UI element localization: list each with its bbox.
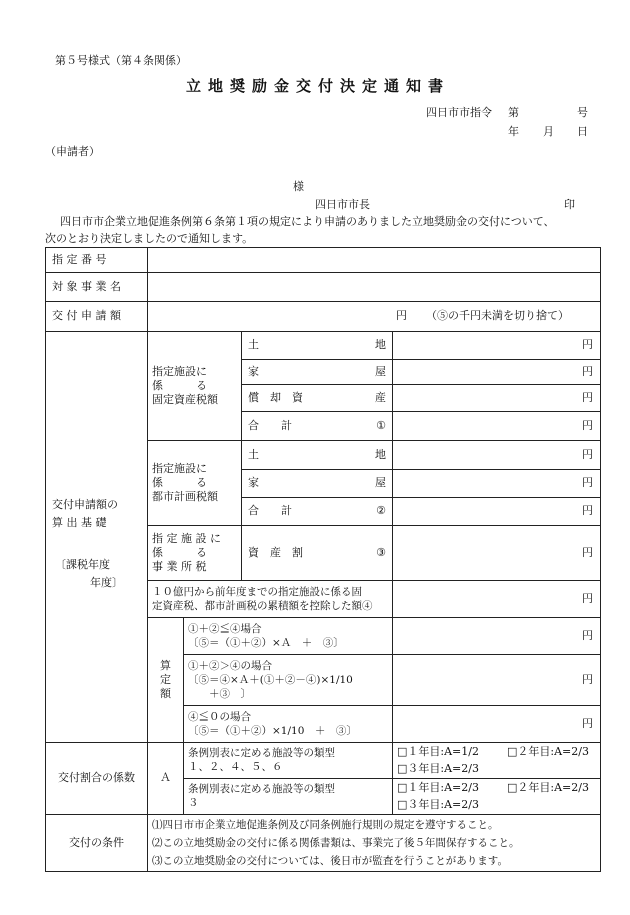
date-year: 年 <box>508 125 519 138</box>
fixed-row-depreciable: 償 却 資 産 <box>248 390 386 404</box>
ratio-type-2: 条例別表に定める施設等の類型 ３ <box>188 783 335 809</box>
calc-row-3-amount[interactable]: 円 <box>582 716 593 730</box>
business-tax-group-label: 指 定 施 設 に 係 る 事 業 所 税 <box>152 531 221 573</box>
ratio-2-year3-checkbox[interactable]: □３年目:A=2/3 <box>397 798 479 811</box>
business-name-field[interactable] <box>148 273 600 301</box>
body-text-line1: 四日市市企業立地促進条例第６条第１項の規定により申請のありました立地奨励金の交付について、 <box>60 215 555 228</box>
apply-amount-unit: 円 <box>396 309 407 322</box>
calc-label: 算 定 額 <box>160 658 171 700</box>
conditions-label: 交付の条件 <box>69 836 124 849</box>
basis-label-1: 交付申請額の <box>52 498 118 511</box>
apply-amount-note: （⑤の千円未満を切り捨て） <box>426 309 569 322</box>
fixed-depreciable-amount[interactable]: 円 <box>582 390 593 404</box>
business-name-label: 対 象 事 業 名 <box>52 279 121 293</box>
seal-label: 印 <box>564 198 575 211</box>
mayor-label: 四日市市長 <box>315 198 370 211</box>
ratio-label: 交付割合の係数 <box>58 771 135 784</box>
issuer-go: 号 <box>577 106 588 119</box>
city-row-house: 家 屋 <box>248 476 386 489</box>
fixed-row-total: 合 計 ① <box>248 418 386 432</box>
city-total-amount[interactable]: 円 <box>582 504 593 517</box>
issuer-dai: 第 <box>508 106 519 119</box>
city-row-land: 土 地 <box>248 447 386 461</box>
condition-3: ⑶この立地奨励金の交付については、後日市が監査を行うことがあります。 <box>152 855 508 867</box>
ratio-2-year1-checkbox[interactable]: □１年目:A=2/3 <box>397 781 479 794</box>
tax-year-label-2: 年度〕 <box>90 576 123 589</box>
city-row-total: 合 計 ② <box>248 504 386 517</box>
ratio-1-year3-checkbox[interactable]: □３年目:A=2/3 <box>397 762 479 775</box>
calc-row-1: ①＋②≦④場合 〔⑤＝（①＋②）×Ａ ＋ ③〕 <box>188 622 344 649</box>
date-month: 月 <box>543 125 554 138</box>
fixed-land-amount[interactable]: 円 <box>582 338 593 351</box>
calc-row-2: ①＋②＞④の場合 〔⑤＝④×Ａ＋(①＋②－④)×1/10 ＋③ 〕 <box>188 659 353 700</box>
calc-row-3: ④≦０の場合 〔⑤＝（①＋②）×1/10 ＋ ③〕 <box>188 710 357 737</box>
cumulative-label: １０億円から前年度までの指定施設に係る固 定資産税、都市計画税の累積額を控除した額④ <box>152 585 373 612</box>
fixed-total-amount[interactable]: 円 <box>582 418 593 432</box>
issuer-label: 四日市市指令 <box>426 106 492 119</box>
basis-label-2: 算 出 基 礎 <box>52 516 107 529</box>
calc-row-1-amount[interactable]: 円 <box>582 628 593 642</box>
calc-row-2-amount[interactable]: 円 <box>582 672 593 686</box>
business-tax-row: 資 産 割 ③ <box>248 545 386 559</box>
applicant-label: （申請者） <box>45 145 100 158</box>
fixed-asset-group-label: 指定施設に 係 る 固定資産税額 <box>152 364 218 406</box>
ratio-a-label: Ａ <box>160 771 171 784</box>
ratio-1-year1-checkbox[interactable]: □１年目:A=1/2 <box>397 745 479 758</box>
sama-label: 様 <box>293 180 304 193</box>
ratio-type-1: 条例別表に定める施設等の類型 １、２、４、５、６ <box>188 747 335 773</box>
city-plan-group-label: 指定施設に 係 る 都市計画税額 <box>152 461 218 503</box>
body-text-line2: 次のとおり決定しましたので通知します。 <box>45 232 254 245</box>
condition-2: ⑵この立地奨励金の交付に係る関係書類は、事業完了後５年間保存すること。 <box>152 837 520 849</box>
ratio-2-year2-checkbox[interactable]: □２年目:A=2/3 <box>507 781 589 794</box>
apply-amount-field[interactable] <box>148 302 396 331</box>
ratio-1-year2-checkbox[interactable]: □２年目:A=2/3 <box>507 745 589 758</box>
city-land-amount[interactable]: 円 <box>582 447 593 461</box>
form-number: 第５号様式（第４条関係） <box>55 54 187 67</box>
fixed-row-land: 土 地 <box>248 338 386 351</box>
designation-number-field[interactable] <box>148 248 600 272</box>
fixed-row-house: 家 屋 <box>248 364 386 378</box>
condition-1: ⑴四日市市企業立地促進条例及び同条例施行規則の規定を遵守すること。 <box>152 819 499 831</box>
apply-amount-label: 交 付 申 請 額 <box>52 309 121 322</box>
city-house-amount[interactable]: 円 <box>582 476 593 489</box>
designation-number-label: 指 定 番 号 <box>52 252 107 266</box>
page-title: 立地奨励金交付決定通知書 <box>186 77 451 95</box>
date-day: 日 <box>577 125 588 138</box>
tax-year-label-1: 〔課税年度 <box>55 558 110 571</box>
business-tax-amount[interactable]: 円 <box>582 545 593 559</box>
cumulative-amount[interactable]: 円 <box>582 591 593 605</box>
fixed-house-amount[interactable]: 円 <box>582 364 593 378</box>
